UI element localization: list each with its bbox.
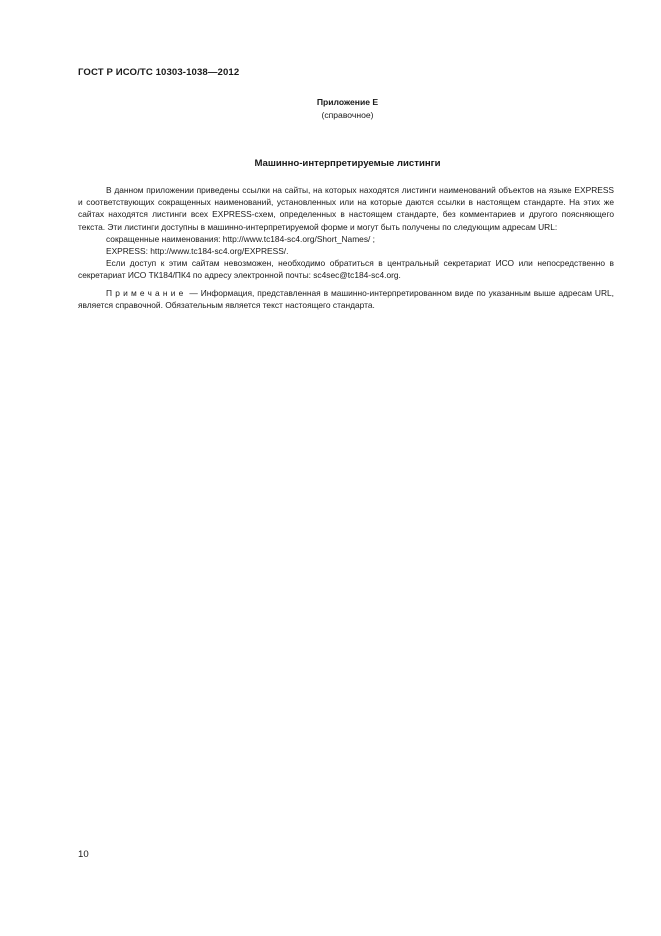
url-express: EXPRESS: http://www.tc184-sc4.org/EXPRESS/.: [106, 246, 289, 257]
appendix-kind: (справочное): [321, 110, 374, 120]
appendix-title: Приложение Е: [316, 97, 379, 107]
document-code-header: ГОСТ Р ИСО/ТС 10303-1038—2012: [78, 67, 240, 78]
note-paragraph: [78, 287, 614, 311]
section-title: [0, 158, 661, 169]
section-title-text: Машинно-интерпретируемые листинги: [254, 158, 441, 169]
appendix-heading: [0, 96, 661, 122]
page-number: 10: [78, 849, 89, 860]
paragraph-contact: Если доступ к этим сайтам невозможен, необходимо обратиться в центральный секретариат ИСО или непосредственно в секретариат ИСО ТК184/ПК4 по адресу электронной почты: sc4sec@tc184-sc4.org.: [78, 258, 614, 281]
note-text: — Информация, представленная в машинно-интерпретированном виде по указанным выше адресам URL, является справочной. Обязательным является текст настоящего стандарта.: [78, 287, 614, 310]
body-text: [78, 184, 614, 311]
url-short-names: сокращенные наименования: http://www.tc184-sc4.org/Short_Names/ ;: [106, 233, 376, 244]
paragraph-intro: В данном приложении приведены ссылки на сайты, на которых находятся листинги наименований объектов на языке EXPRESS и соответствующих сокращенных наименований, установленных или на которые даются ссылки в настоящем стандарте. На этих же сайтах находятся листинги всех EXPRESS-схем, определенных в настоящем стандарте, без комментариев и другого поясняющего текста. Эти листинги доступны в машинно-интерпретируемой форме и могут быть получены по следующим адресам URL:: [78, 185, 614, 232]
note-label: Примечание: [106, 287, 187, 298]
